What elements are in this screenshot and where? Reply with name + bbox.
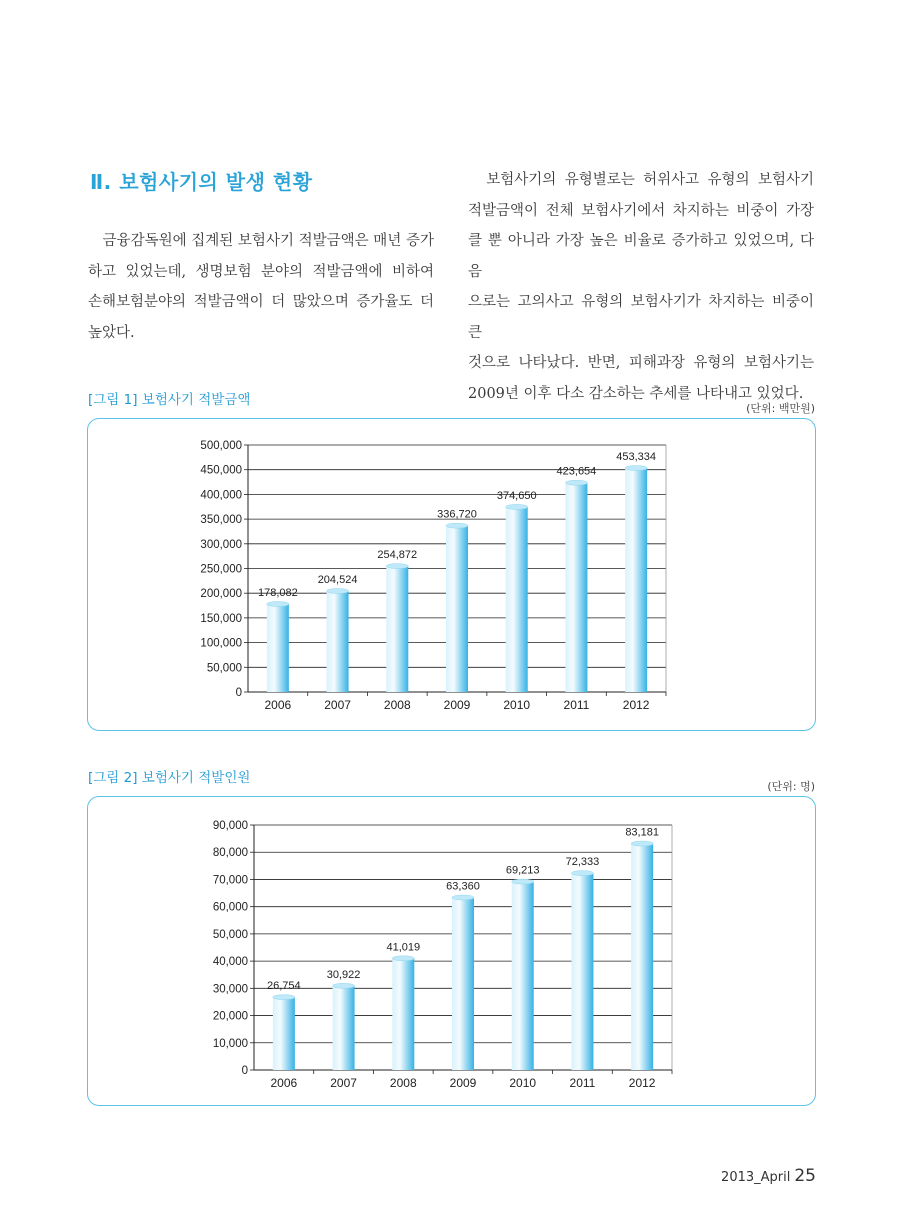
y-tick-label: 80,000 <box>212 847 248 860</box>
x-tick-label: 2009 <box>449 1076 477 1090</box>
bar-value-label: 423,654 <box>556 465 597 478</box>
bar-cap <box>333 983 355 988</box>
bar-cap <box>506 504 528 509</box>
x-tick-label: 2010 <box>509 1076 537 1090</box>
x-tick-label: 2007 <box>324 698 351 712</box>
y-tick-label: 300,000 <box>200 538 242 551</box>
bar-value-label: 72,333 <box>565 856 600 869</box>
bar-value-label: 30,922 <box>326 968 361 981</box>
paragraph-line: 하고 있었는데, 생명보험 분야의 적발금액에 비하여 <box>88 263 434 280</box>
y-tick-label: 90,000 <box>212 820 248 832</box>
y-tick-label: 50,000 <box>206 662 242 675</box>
bar-value-label: 453,334 <box>616 451 657 464</box>
x-tick-label: 2009 <box>443 698 471 712</box>
figure2-title: [그림 2] 보험사기 적발인원 <box>88 770 251 786</box>
y-tick-label: 30,000 <box>212 983 248 996</box>
x-tick-label: 2012 <box>622 698 650 712</box>
figure2-unit: (단위: 명) <box>767 780 815 793</box>
bar-cap <box>625 466 647 471</box>
bar-cap <box>273 995 295 1000</box>
bar-value-label: 69,213 <box>505 864 540 877</box>
bar-value-label: 41,019 <box>386 941 421 954</box>
y-tick-label: 50,000 <box>212 928 248 941</box>
chart-1 <box>88 419 815 730</box>
bar <box>565 483 587 692</box>
y-tick-label: 0 <box>241 1065 248 1077</box>
x-tick-label: 2006 <box>270 1076 298 1090</box>
bar <box>333 986 355 1070</box>
y-tick-label: 200,000 <box>200 588 242 601</box>
bar-value-label: 63,360 <box>446 880 480 893</box>
bar <box>273 997 295 1070</box>
x-tick-label: 2007 <box>330 1076 357 1090</box>
y-tick-label: 20,000 <box>212 1010 248 1023</box>
bar-cap <box>386 564 408 569</box>
figure1-box <box>87 418 816 731</box>
right-paragraph <box>468 165 814 409</box>
y-tick-label: 250,000 <box>200 563 242 576</box>
bar <box>512 882 534 1070</box>
bar-value-label: 204,524 <box>317 573 358 586</box>
issue-label: 2013_April <box>721 1170 791 1185</box>
x-tick-label: 2012 <box>628 1076 656 1090</box>
bar-value-label: 374,650 <box>496 489 537 502</box>
bar <box>327 591 349 692</box>
y-tick-label: 150,000 <box>200 612 242 625</box>
bar-value-label: 336,720 <box>437 508 477 521</box>
paragraph-line: 보험사기의 유형별로는 허위사고 유형의 보험사기 <box>468 172 814 188</box>
paragraph-line: 높았다. <box>88 324 135 341</box>
x-tick-label: 2011 <box>569 1076 596 1090</box>
x-tick-label: 2008 <box>383 698 411 712</box>
paragraph-line: 으로는 고의사고 유형의 보험사기가 차지하는 비중이 큰 <box>468 294 814 341</box>
bar-cap <box>267 602 289 607</box>
bar-cap <box>452 895 474 900</box>
x-tick-label: 2011 <box>563 698 590 712</box>
figure2-box <box>87 796 816 1106</box>
paragraph-line: 적발금액이 전체 보험사기에서 차지하는 비중이 가장 <box>468 202 814 219</box>
page-number: 25 <box>794 1166 816 1186</box>
section-heading: Ⅱ. 보험사기의 발생 현황 <box>90 170 313 194</box>
figure1-title: [그림 1] 보험사기 적발금액 <box>88 392 251 408</box>
bar-value-label: 26,754 <box>267 980 301 993</box>
bar-value-label: 178,082 <box>257 587 298 600</box>
y-tick-label: 70,000 <box>212 874 248 887</box>
bar <box>267 604 289 692</box>
y-tick-label: 10,000 <box>212 1037 248 1050</box>
paragraph-line: 클 뿐 아니라 가장 높은 비율로 증가하고 있었으며, 다음 <box>468 233 814 280</box>
page-footer <box>721 1166 816 1186</box>
bar-cap <box>446 523 468 528</box>
bar-value-label: 254,872 <box>377 549 418 562</box>
bar <box>571 873 593 1070</box>
y-tick-label: 450,000 <box>200 464 242 477</box>
bar <box>392 958 414 1070</box>
y-tick-label: 60,000 <box>212 901 248 914</box>
bar <box>625 468 647 692</box>
bar-cap <box>571 871 593 876</box>
bar-cap <box>631 841 653 846</box>
x-tick-label: 2010 <box>503 698 531 712</box>
bar-cap <box>565 480 587 485</box>
figure1-unit: (단위: 백만원) <box>746 402 815 415</box>
bar <box>631 844 653 1070</box>
bar-cap <box>512 879 534 884</box>
x-tick-label: 2008 <box>389 1076 417 1090</box>
y-tick-label: 350,000 <box>200 514 242 527</box>
paragraph-line: 것으로 나타났다. 반면, 피해과장 유형의 보험사기는 <box>468 355 814 371</box>
bar <box>386 566 408 692</box>
bar-cap <box>327 588 349 593</box>
x-tick-label: 2006 <box>264 698 292 712</box>
bar-value-label: 83,181 <box>625 826 659 839</box>
bar <box>506 507 528 692</box>
chart-2 <box>88 797 815 1105</box>
bar <box>446 526 468 692</box>
y-tick-label: 0 <box>235 687 242 699</box>
y-tick-label: 400,000 <box>200 489 242 502</box>
paragraph-line: 2009년 이후 다소 감소하는 추세를 나타내고 있었다. <box>468 385 804 402</box>
paragraph-line: 손해보험분야의 적발금액이 더 많았으며 증가율도 더 <box>88 294 434 310</box>
bar-cap <box>392 956 414 961</box>
y-tick-label: 500,000 <box>200 440 242 452</box>
left-paragraph <box>88 226 434 348</box>
paragraph-line: 금융감독원에 집계된 보험사기 적발금액은 매년 증가 <box>88 233 434 249</box>
y-tick-label: 40,000 <box>212 956 248 969</box>
bar <box>452 898 474 1070</box>
y-tick-label: 100,000 <box>200 637 242 650</box>
